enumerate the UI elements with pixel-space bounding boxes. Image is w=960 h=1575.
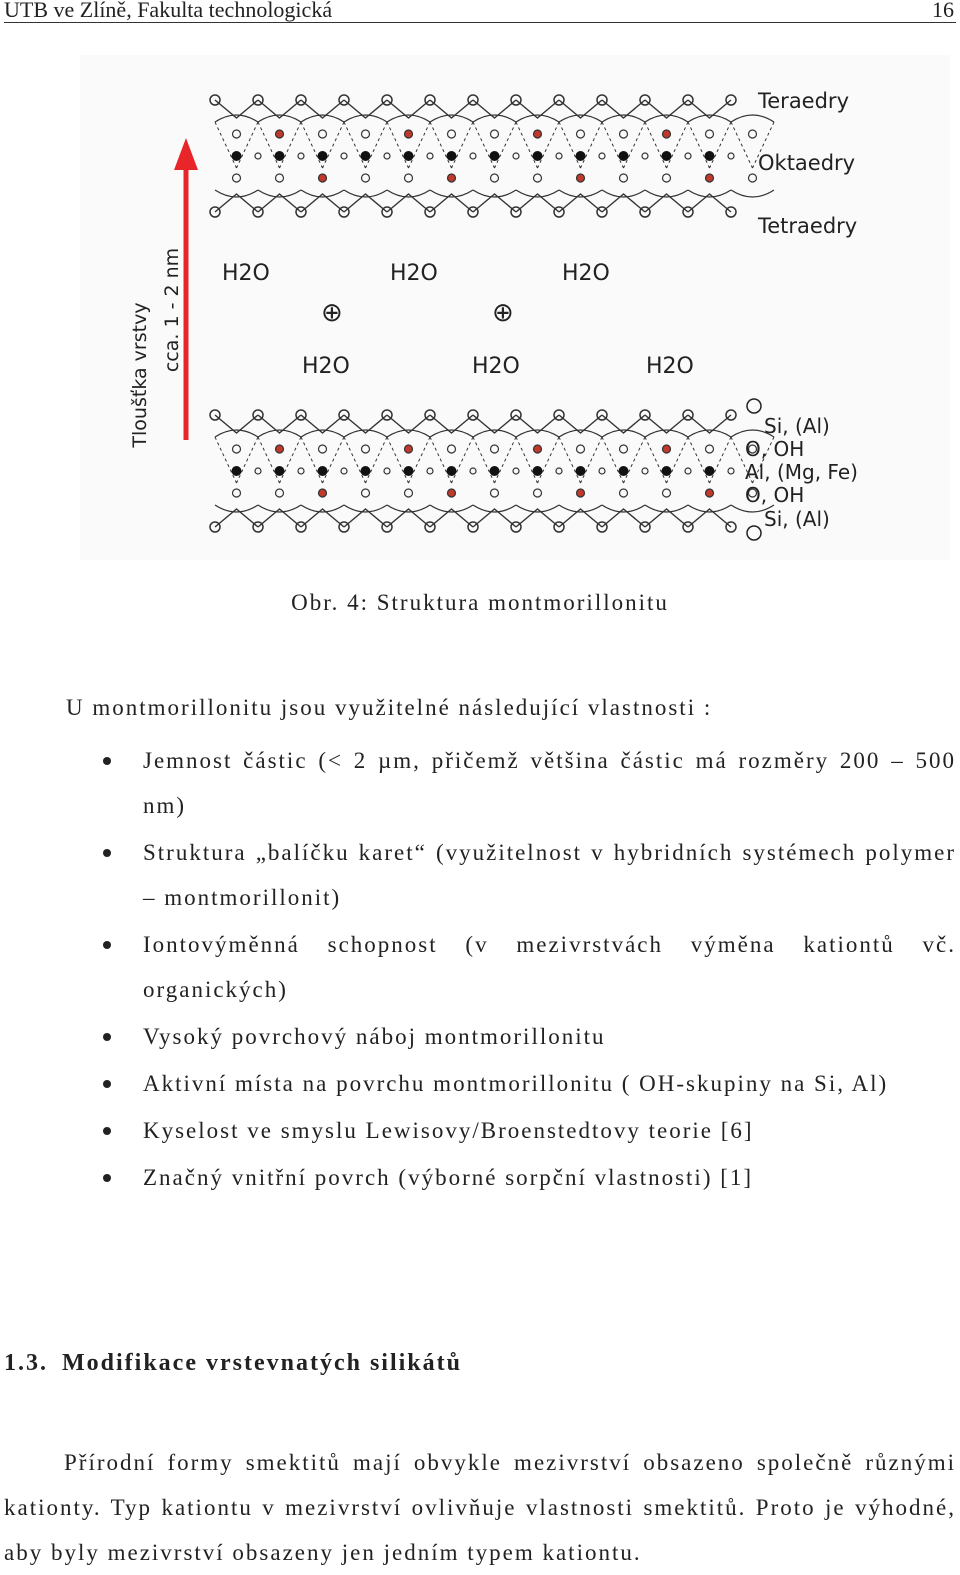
water-molecule: H2O [472,354,520,379]
aluminium-atom [662,151,672,161]
figure-background [80,55,950,560]
intro-text: U montmorillonitu jsou využitelné následující vlastnosti : [66,695,713,720]
page-header [4,0,956,23]
silicon-atom [319,174,327,182]
silicon-atom [448,174,456,182]
silicon-atom [706,489,714,497]
figure-caption: Obr. 4: Struktura montmorillonitu [291,590,669,615]
aluminium-atom [533,466,543,476]
aluminium-atom [232,151,242,161]
bullet-icon [103,1033,111,1041]
silicon-atom [663,130,671,138]
silicon-atom [534,130,542,138]
legend-al-mg-fe: Al, (Mg, Fe) [745,460,858,484]
list-item: Kyselost ve smyslu Lewisovy/Broenstedtovy teorie [6] [0,1108,960,1153]
silicon-atom [405,445,413,453]
bullet-icon [103,757,111,765]
silicon-atom [276,445,284,453]
aluminium-atom [705,466,715,476]
axis-label-thickness: Tloušťka vrstvy [129,302,151,448]
aluminium-atom [361,151,371,161]
bullet-icon [103,1127,111,1135]
aluminium-atom [490,466,500,476]
aluminium-atom [361,466,371,476]
section-number: 1.3. [4,1350,48,1376]
aluminium-atom [447,151,457,161]
header-title: UTB ve Zlíně, Fakulta technologická [4,0,333,22]
aluminium-atom [576,151,586,161]
section-title: Modifikace vrstevnatých silikátů [62,1350,462,1376]
water-molecule: H2O [302,354,350,379]
list-item: Aktivní místa na povrchu montmorillonitu ( OH-skupiny na Si, Al) [0,1061,960,1106]
silicon-atom [276,130,284,138]
silicon-atom [405,130,413,138]
aluminium-atom [533,151,543,161]
cation-symbol: ⊕ [492,298,514,328]
legend-si-al-bottom: Si, (Al) [764,507,830,531]
silicon-atom [663,445,671,453]
list-item: Iontovýměnná schopnost (v mezivrstvách výměna kationtů vč. organických) [0,922,960,1012]
aluminium-atom [275,466,285,476]
silicon-atom [706,174,714,182]
list-item: Jemnost částic (< 2 µm, přičemž většina částic má rozměry 200 – 500 nm) [0,738,960,828]
montmorillonite-structure-figure [80,55,950,560]
aluminium-atom [232,466,242,476]
list-item: Struktura „balíčku karet“ (využitelnost v hybridních systémech polymer – montmorillonit) [0,830,960,920]
silicon-atom [577,174,585,182]
silicon-atom [534,445,542,453]
legend-si-al-top: Si, (Al) [764,414,830,438]
silicon-atom [448,489,456,497]
aluminium-atom [404,466,414,476]
page-number: 16 [932,0,954,22]
bullet-icon [103,849,111,857]
silicon-atom [319,489,327,497]
water-molecule: H2O [390,261,438,286]
layer-label-oktaedry: Oktaedry [758,151,856,175]
layer-label-teraedry: Teraedry [758,89,849,113]
water-molecule: H2O [222,261,270,286]
body-paragraph: Přírodní formy smektitů mají obvykle mezivrství obsazeno společně různými kationty. Typ kationtu v mezivrství ovlivňuje vlastnosti smektitů. Proto je výhodné, aby byly mezivrství obsazeny jen jedním typem kationtu. [4,1450,956,1565]
aluminium-atom [318,466,328,476]
aluminium-atom [490,151,500,161]
water-molecule: H2O [646,354,694,379]
silicon-atom [577,489,585,497]
list-item: Značný vnitřní povrch (výborné sorpční vlastnosti) [1] [0,1155,960,1200]
aluminium-atom [662,466,672,476]
property-list [0,738,960,1202]
aluminium-atom [447,466,457,476]
aluminium-atom [619,151,629,161]
bullet-icon [103,1174,111,1182]
aluminium-atom [576,466,586,476]
legend-o-oh-top: O, OH [745,437,805,461]
aluminium-atom [619,466,629,476]
aluminium-atom [404,151,414,161]
cation-symbol: ⊕ [321,298,343,328]
aluminium-atom [318,151,328,161]
section-heading [4,1350,462,1377]
bullet-icon [103,1080,111,1088]
axis-label-range: cca. 1 - 2 nm [161,247,183,373]
water-molecule: H2O [562,261,610,286]
aluminium-atom [275,151,285,161]
legend-o-oh-bottom: O, OH [745,483,805,507]
list-item: Vysoký povrchový náboj montmorillonitu [0,1014,960,1059]
bullet-icon [103,941,111,949]
layer-label-tetraedry: Tetraedry [758,214,858,238]
aluminium-atom [705,151,715,161]
